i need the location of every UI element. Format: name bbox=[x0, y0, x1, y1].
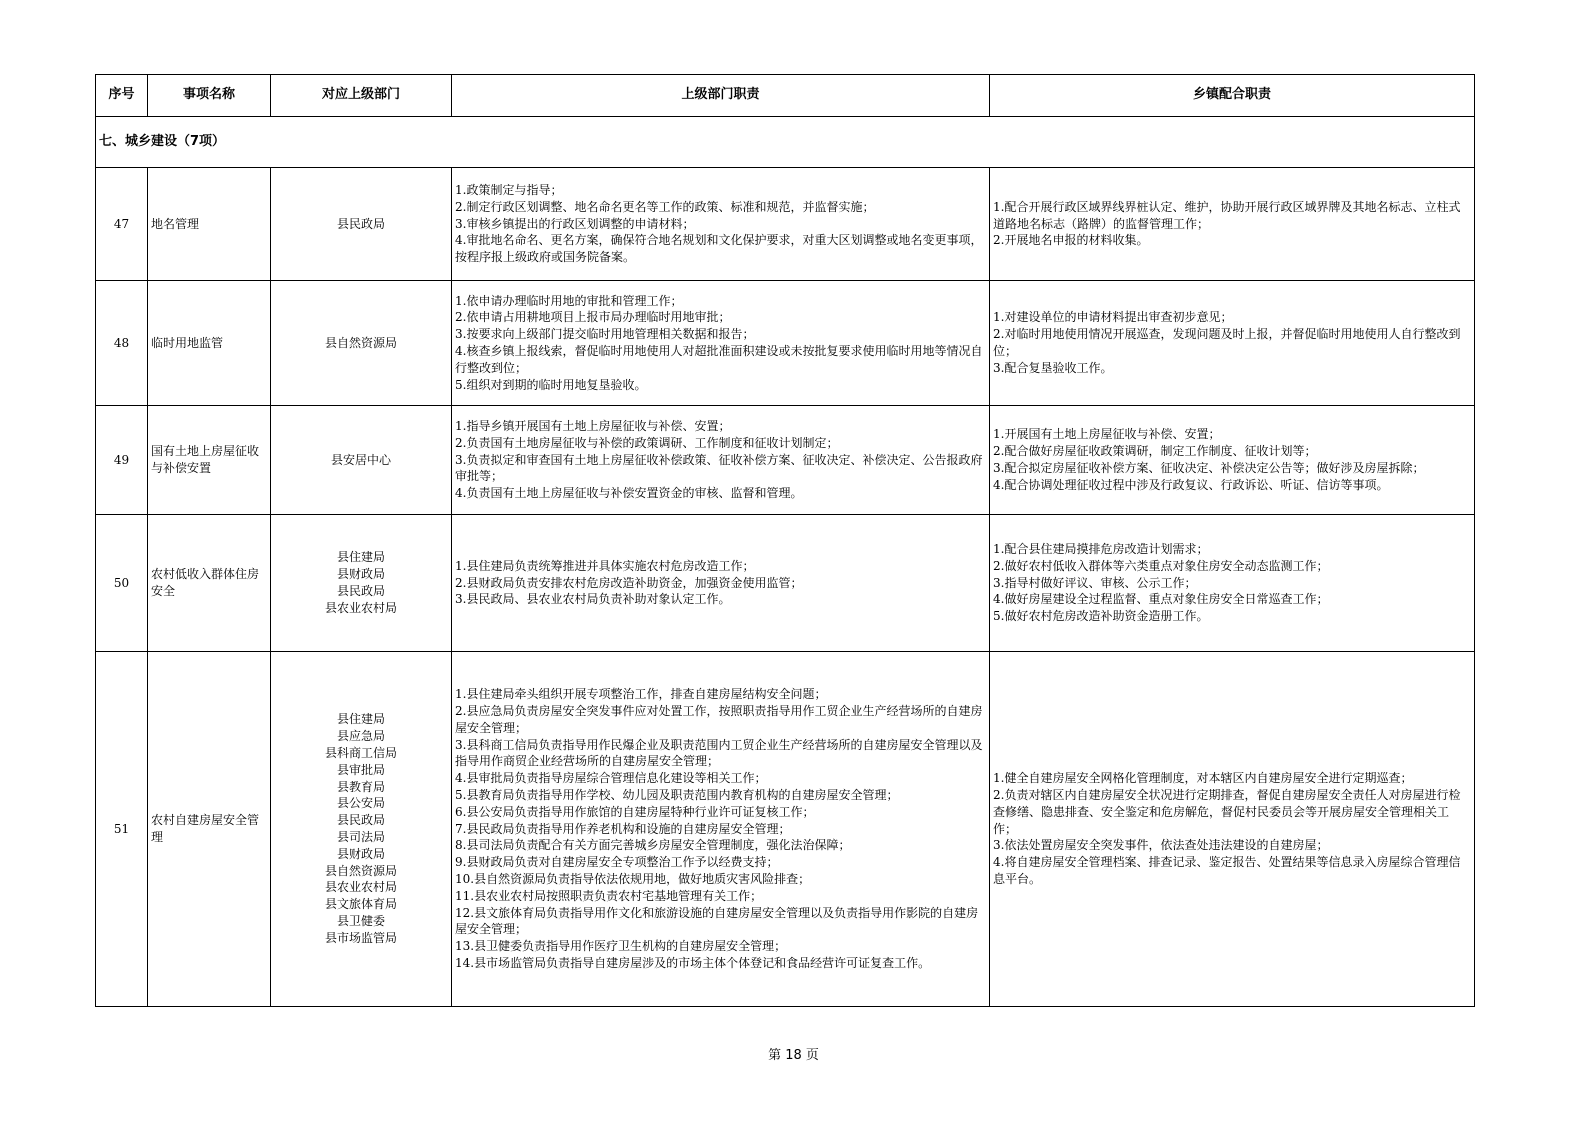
item-name: 国有土地上房屋征收与补偿安置 bbox=[148, 406, 271, 515]
duty-item: 3.按要求向上级部门提交临时用地管理相关数据和报告； bbox=[455, 327, 755, 342]
dept-item: 县审批局 bbox=[336, 762, 385, 777]
item-name: 农村自建房屋安全管理 bbox=[148, 652, 271, 1007]
header-item-name: 事项名称 bbox=[148, 75, 271, 117]
dept-item: 县安居中心 bbox=[330, 452, 391, 467]
dept-duty-list bbox=[452, 652, 990, 1007]
town-duty-item: 3.配合拟定房屋征收补偿方案、征收决定、补偿决定公告等；做好涉及房屋拆除； bbox=[993, 461, 1425, 475]
duty-item: 9.县财政局负责对自建房屋安全专项整治工作予以经费支持； bbox=[455, 855, 779, 870]
duty-item: 1.县住建局牵头组织开展专项整治工作，排查自建房屋结构安全问题； bbox=[455, 687, 827, 702]
header-town-duty: 乡镇配合职责 bbox=[990, 75, 1475, 117]
duty-item: 11.县农业农村局按照职责负责农村宅基地管理有关工作； bbox=[455, 888, 763, 903]
dept-list bbox=[271, 281, 452, 406]
dept-item: 县自然资源局 bbox=[324, 335, 397, 350]
duty-item: 1.县住建局负责统筹推进并具体实施农村危房改造工作； bbox=[455, 558, 755, 573]
town-duty-item: 1.配合县住建局摸排危房改造计划需求； bbox=[993, 542, 1209, 556]
town-duty-list bbox=[990, 168, 1475, 281]
table-row bbox=[96, 281, 1475, 406]
duty-item: 1.依申请办理临时用地的审批和管理工作； bbox=[455, 293, 683, 308]
item-name: 临时用地监管 bbox=[148, 281, 271, 406]
town-duty-item: 2.负责对辖区内自建房屋安全状况进行定期排查，督促自建房屋安全责任人对房屋进行检查修缮、隐患排查、安全鉴定和危房解危，督促村民委员会等开展房屋安全管理相关工作； bbox=[993, 788, 1461, 836]
dept-item: 县教育局 bbox=[336, 779, 385, 794]
duty-item: 5.组织对到期的临时用地复垦验收。 bbox=[455, 377, 647, 392]
dept-list bbox=[271, 406, 452, 515]
dept-item: 县民政局 bbox=[336, 813, 385, 828]
town-duty-list bbox=[990, 406, 1475, 515]
duty-item: 4.县审批局负责指导房屋综合管理信息化建设等相关工作； bbox=[455, 771, 767, 786]
header-row bbox=[96, 75, 1475, 117]
header-no: 序号 bbox=[96, 75, 148, 117]
town-duty-list bbox=[990, 281, 1475, 406]
duty-item: 3.县科商工信局负责指导用作民爆企业及职责范围内工贸企业生产经营场所的自建房屋安全管理以及指导用作商贸企业经营场所的自建房屋安全管理； bbox=[455, 737, 983, 769]
town-duty-item: 4.做好房屋建设全过程监督、重点对象住房安全日常巡查工作； bbox=[993, 592, 1329, 607]
duty-item: 13.县卫健委负责指导用作医疗卫生机构的自建房屋安全管理； bbox=[455, 939, 787, 954]
dept-list bbox=[271, 515, 452, 652]
duty-item: 2.负责国有土地房屋征收与补偿的政策调研、工作制度和征收计划制定； bbox=[455, 435, 839, 450]
row-number: 47 bbox=[96, 168, 148, 281]
dept-item: 县财政局 bbox=[336, 567, 385, 582]
duty-item: 2.制定行政区划调整、地名命名更名等工作的政策、标准和规范，并监督实施； bbox=[455, 199, 875, 214]
town-duty-item: 4.配合协调处理征收过程中涉及行政复议、行政诉讼、听证、信访等事项。 bbox=[993, 477, 1389, 492]
duty-item: 3.审核乡镇提出的行政区划调整的申请材料； bbox=[455, 216, 695, 231]
duty-item: 8.县司法局负责配合有关方面完善城乡房屋安全管理制度，强化法治保障； bbox=[455, 838, 851, 853]
town-duty-item: 3.配合复垦验收工作。 bbox=[993, 360, 1113, 375]
dept-item: 县农业农村局 bbox=[324, 600, 397, 615]
dept-duty-list bbox=[452, 168, 990, 281]
town-duty-item: 5.做好农村危房改造补助资金造册工作。 bbox=[993, 609, 1209, 624]
town-duty-list bbox=[990, 652, 1475, 1007]
dept-item: 县卫健委 bbox=[336, 913, 385, 928]
duty-item: 12.县文旅体育局负责指导用作文化和旅游设施的自建房屋安全管理以及负责指导用作影院的自建房屋安全管理； bbox=[455, 905, 979, 937]
dept-item: 县市场监管局 bbox=[324, 930, 397, 945]
town-duty-list bbox=[990, 515, 1475, 652]
town-duty-item: 2.对临时用地使用情况开展巡查，发现问题及时上报，并督促临时用地使用人自行整改到位； bbox=[993, 327, 1461, 358]
dept-item: 县文旅体育局 bbox=[324, 897, 397, 912]
dept-item: 县应急局 bbox=[336, 729, 385, 744]
town-duty-item: 1.对建设单位的申请材料提出审查初步意见； bbox=[993, 310, 1233, 325]
dept-item: 县财政局 bbox=[336, 846, 385, 861]
dept-list bbox=[271, 652, 452, 1007]
town-duty-item: 2.做好农村低收入群体等六类重点对象住房安全动态监测工作； bbox=[993, 558, 1329, 573]
section-title: 七、城乡建设（7项） bbox=[96, 117, 1475, 168]
duty-item: 4.核查乡镇上报线索，督促临时用地使用人对超批准面积建设或未按批复要求使用临时用地等情况自行整改到位； bbox=[455, 344, 983, 375]
row-number: 50 bbox=[96, 515, 148, 652]
dept-duty-list bbox=[452, 281, 990, 406]
dept-item: 县自然资源局 bbox=[324, 863, 397, 878]
dept-item: 县农业农村局 bbox=[324, 880, 397, 895]
dept-item: 县公安局 bbox=[336, 796, 385, 811]
town-duty-item: 2.配合做好房屋征收政策调研，制定工作制度、征收计划等； bbox=[993, 444, 1317, 459]
duty-item: 7.县民政局负责指导用作养老机构和设施的自建房屋安全管理； bbox=[455, 821, 791, 836]
row-number: 51 bbox=[96, 652, 148, 1007]
dept-item: 县住建局 bbox=[336, 712, 385, 727]
dept-item: 县民政局 bbox=[336, 584, 385, 598]
header-dept-duty: 上级部门职责 bbox=[452, 75, 990, 117]
town-duty-item: 3.指导村做好评议、审核、公示工作； bbox=[993, 575, 1197, 590]
town-duty-item: 1.开展国有土地上房屋征收与补偿、安置； bbox=[993, 427, 1221, 442]
town-duty-item: 3.依法处置房屋安全突发事件，依法查处违法建设的自建房屋； bbox=[993, 838, 1329, 853]
duty-item: 2.县应急局负责房屋安全突发事件应对处置工作，按照职责指导用作工贸企业生产经营场所的自建房屋安全管理； bbox=[455, 704, 983, 735]
table-row bbox=[96, 652, 1475, 1007]
dept-item: 县司法局 bbox=[336, 830, 385, 844]
dept-item: 县民政局 bbox=[336, 216, 385, 231]
duty-item: 4.审批地名命名、更名方案，确保符合地名规划和文化保护要求，对重大区划调整或地名变更事项，按程序报上级政府或国务院备案。 bbox=[455, 233, 983, 265]
duty-item: 3.负责拟定和审查国有土地上房屋征收补偿政策、征收补偿方案、征收决定、补偿决定、公告报政府审批等； bbox=[455, 452, 983, 484]
duty-item: 6.县公安局负责指导用作旅馆的自建房屋特种行业许可证复核工作； bbox=[455, 804, 815, 819]
duty-item: 5.县教育局负责指导用作学校、幼儿园及职责范围内教育机构的自建房屋安全管理； bbox=[455, 788, 899, 802]
item-name: 地名管理 bbox=[148, 168, 271, 281]
table-row bbox=[96, 406, 1475, 515]
duty-item: 1.指导乡镇开展国有土地上房屋征收与补偿、安置； bbox=[455, 419, 731, 433]
responsibility-table bbox=[95, 74, 1475, 1007]
duty-item: 10.县自然资源局负责指导依法依规用地，做好地质灾害风险排查； bbox=[455, 871, 811, 886]
town-duty-item: 1.健全自建房屋安全网格化管理制度，对本辖区内自建房屋安全进行定期巡查； bbox=[993, 771, 1413, 786]
section-row bbox=[96, 117, 1475, 168]
town-duty-item: 4.将自建房屋安全管理档案、排查记录、鉴定报告、处置结果等信息录入房屋综合管理信息平台。 bbox=[993, 855, 1461, 886]
duty-item: 2.依申请占用耕地项目上报市局办理临时用地审批； bbox=[455, 310, 731, 325]
duty-item: 4.负责国有土地上房屋征收与补偿安置资金的审核、监督和管理。 bbox=[455, 486, 803, 501]
town-duty-item: 1.配合开展行政区域界线界桩认定、维护，协助开展行政区域界牌及其地名标志、立柱式道路地名标志（路牌）的监督管理工作； bbox=[993, 199, 1461, 231]
dept-item: 县科商工信局 bbox=[324, 746, 397, 761]
page-number: 第 18 页 bbox=[768, 1048, 819, 1063]
dept-duty-list bbox=[452, 406, 990, 515]
row-number: 48 bbox=[96, 281, 148, 406]
duty-item: 2.县财政局负责安排农村危房改造补助资金，加强资金使用监管； bbox=[455, 575, 803, 590]
town-duty-item: 2.开展地名申报的材料收集。 bbox=[993, 233, 1149, 248]
row-number: 49 bbox=[96, 406, 148, 515]
table-row bbox=[96, 168, 1475, 281]
dept-duty-list bbox=[452, 515, 990, 652]
item-name: 农村低收入群体住房安全 bbox=[148, 515, 271, 652]
duty-item: 14.县市场监管局负责指导自建房屋涉及的市场主体个体登记和食品经营许可证复查工作。 bbox=[455, 955, 931, 970]
header-dept: 对应上级部门 bbox=[271, 75, 452, 117]
duty-item: 3.县民政局、县农业农村局负责补助对象认定工作。 bbox=[455, 592, 731, 607]
table-row bbox=[96, 515, 1475, 652]
dept-list bbox=[271, 168, 452, 281]
dept-item: 县住建局 bbox=[336, 550, 385, 565]
duty-item: 1.政策制定与指导； bbox=[455, 183, 563, 197]
